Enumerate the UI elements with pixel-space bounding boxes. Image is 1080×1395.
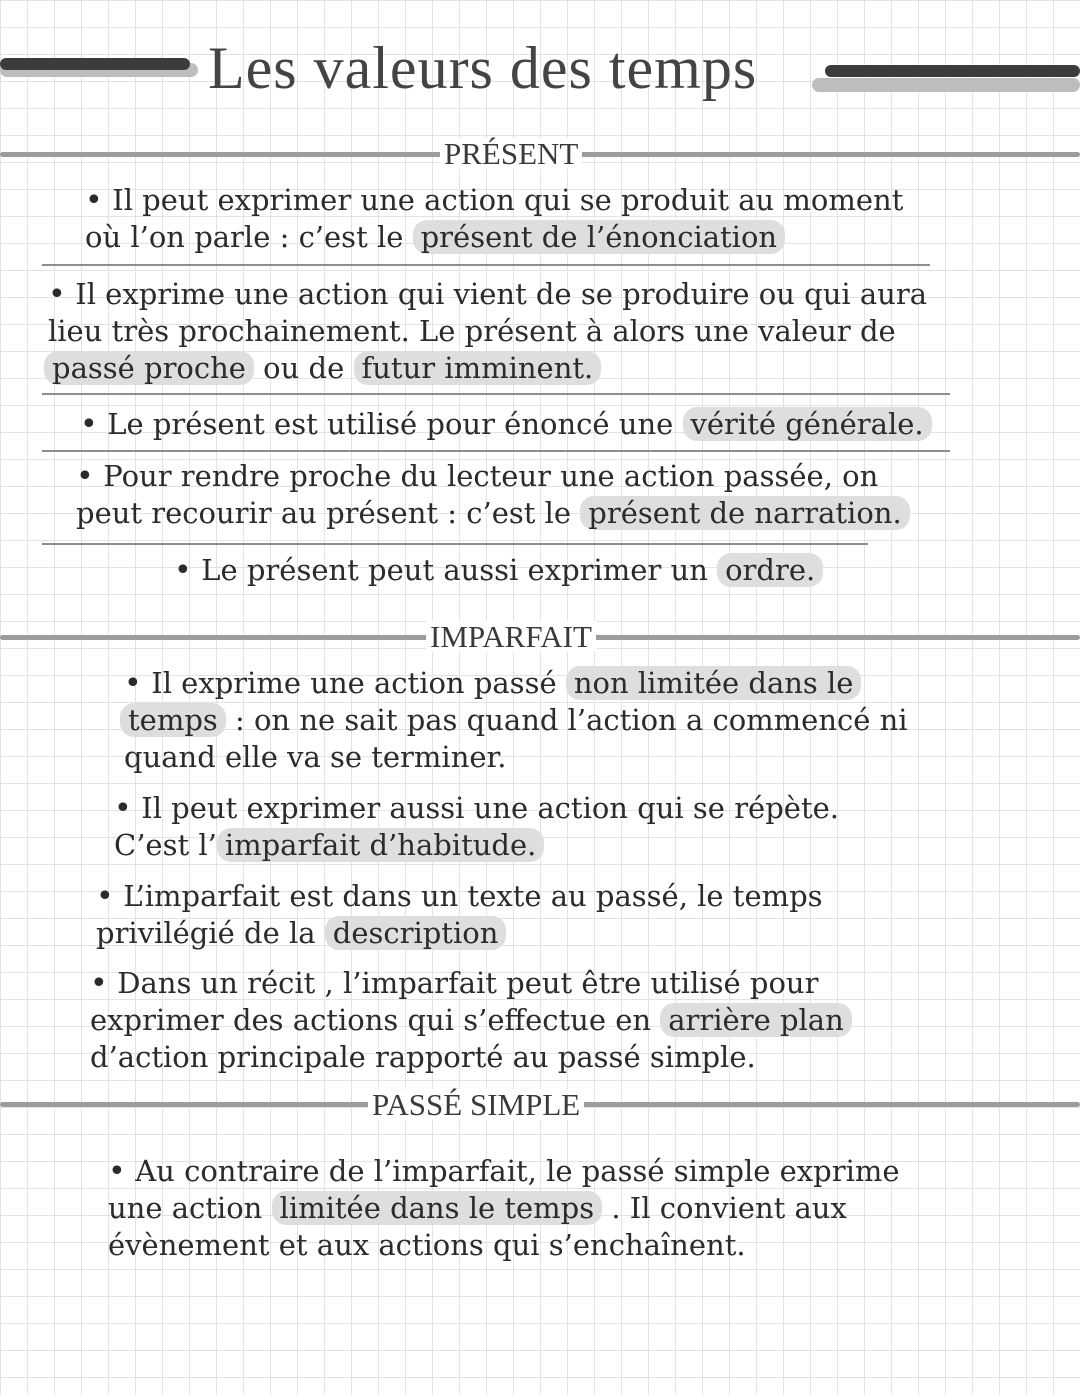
highlight-term: imparfait d’habitude.	[217, 828, 545, 862]
highlight-term: ordre.	[717, 553, 823, 587]
divider	[42, 264, 930, 266]
title-line-right	[825, 65, 1080, 77]
highlight-term: non limitée dans le	[566, 666, 862, 700]
title-line-right-shadow	[812, 78, 1080, 92]
highlight-term: présent de narration.	[580, 496, 909, 530]
present-item-5: • Le présent peut aussi exprimer un ordre.	[174, 552, 823, 589]
section-heading-present: PRÉSENT	[440, 138, 582, 169]
highlight-term: présent de l’énonciation	[413, 220, 785, 254]
highlight-term: temps	[120, 703, 226, 737]
passe-simple-item-1: • Au contraire de l’imparfait, le passé simple exprime une action limitée dans le temps . Il convient aux évènement et aux actions qui s’enchaînent.	[108, 1154, 900, 1262]
divider	[42, 393, 950, 395]
section-heading-passe-simple: PASSÉ SIMPLE	[368, 1089, 584, 1120]
highlight-term: passé proche	[44, 351, 254, 385]
divider	[42, 450, 950, 452]
section-heading-imparfait: IMPARFAIT	[426, 621, 596, 652]
highlight-term: vérité générale.	[683, 407, 932, 441]
imparfait-item-4: • Dans un récit , l’imparfait peut être utilisé pour exprimer des actions qui s’effectue en arrière plan d’action principale rapporté au passé simple.	[90, 965, 852, 1076]
imparfait-item-2: • Il peut exprimer aussi une action qui se répète. C’est l’ imparfait d’habitude.	[114, 791, 839, 862]
imparfait-item-3: • L’imparfait est dans un texte au passé, le temps privilégié de la description	[96, 879, 823, 950]
present-item-3: • Le présent est utilisé pour énoncé une vérité générale.	[80, 406, 932, 443]
imparfait-item-1: • Il exprime une action passé non limitée dans le temps : on ne sait pas quand l’action a commencé ni quand elle va se terminer.	[124, 665, 908, 776]
highlight-term: futur imminent.	[354, 351, 602, 385]
present-item-4: • Pour rendre proche du lecteur une action passée, on peut recourir au présent : c’est le présent de narration.	[76, 458, 910, 532]
title-line-left	[0, 58, 190, 70]
present-item-1: • Il peut exprimer une action qui se produit au moment où l’on parle : c’est le présent de l’énonciation	[85, 183, 904, 254]
highlight-term: arrière plan	[660, 1003, 852, 1037]
highlight-term: description	[325, 916, 507, 950]
highlight-term: limitée dans le temps	[272, 1191, 603, 1225]
page-title: Les valeurs des temps	[208, 35, 758, 101]
divider	[42, 543, 868, 545]
present-item-2: • Il exprime une action qui vient de se produire ou qui aura lieu très prochainement. Le présent à alors une valeur de passé proche ou de futur imminent.	[48, 276, 927, 387]
